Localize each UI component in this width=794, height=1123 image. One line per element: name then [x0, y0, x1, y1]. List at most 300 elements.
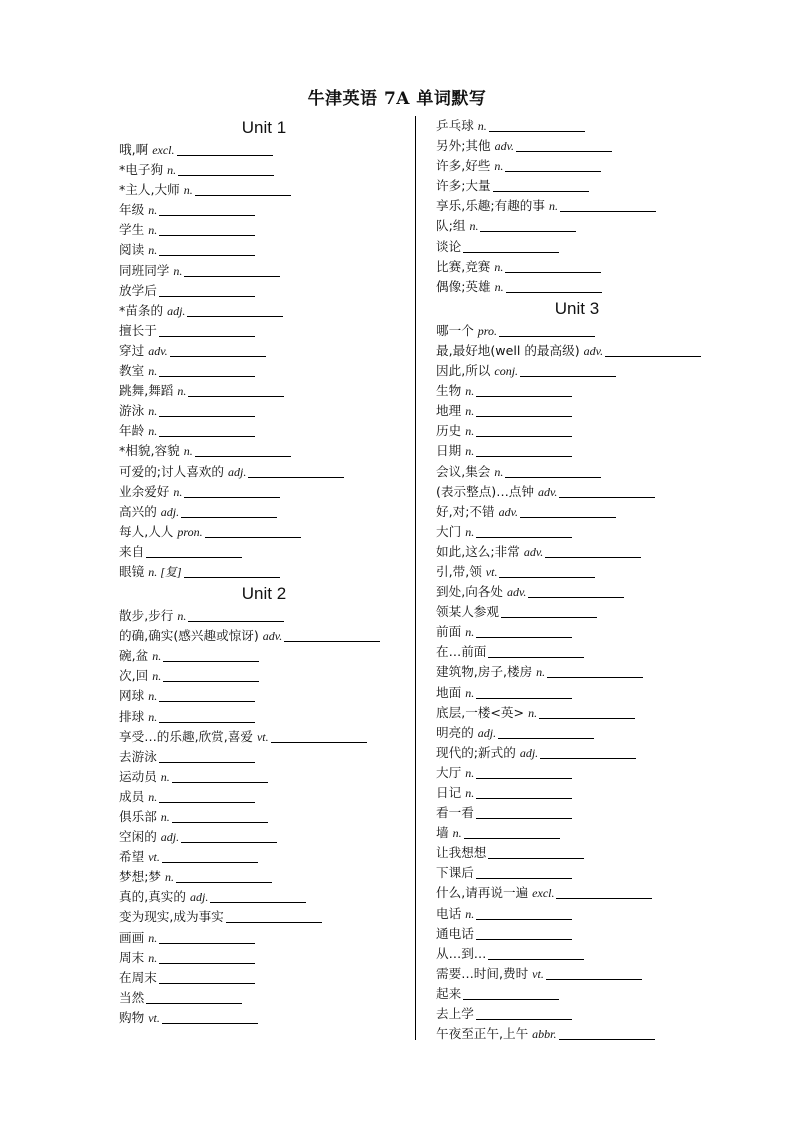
- vocab-row: [119, 787, 409, 807]
- answer-blank[interactable]: [498, 737, 594, 739]
- vocab-row: [119, 261, 409, 281]
- answer-blank[interactable]: [463, 251, 559, 253]
- vocab-word: 同班同学: [119, 262, 170, 278]
- part-of-speech: n.: [183, 183, 193, 198]
- part-of-speech: n.: [177, 384, 187, 399]
- answer-blank[interactable]: [184, 576, 280, 578]
- answer-blank[interactable]: [159, 375, 255, 377]
- answer-blank[interactable]: [476, 636, 572, 638]
- part-of-speech: n.: [465, 625, 475, 640]
- vocab-word: 需要…时间,费时: [436, 965, 529, 981]
- part-of-speech: adv.: [506, 585, 527, 600]
- part-of-speech: adv.: [498, 504, 519, 519]
- vocab-row: [436, 502, 766, 522]
- vocab-word: 明亮的: [436, 724, 474, 740]
- part-of-speech: n.: [177, 609, 187, 624]
- vocab-row: [119, 482, 409, 502]
- answer-blank[interactable]: [159, 254, 255, 256]
- answer-blank[interactable]: [172, 781, 268, 783]
- answer-blank[interactable]: [480, 230, 576, 232]
- part-of-speech: adv.: [148, 343, 168, 358]
- vocab-row: [436, 401, 766, 421]
- vocab-word: 另外;其他: [436, 138, 491, 154]
- vocab-word: 会议,集会: [436, 463, 491, 479]
- part-of-speech: adj.: [228, 464, 247, 479]
- vocab-word: 俱乐部: [119, 809, 157, 824]
- vocab-word: 擅长于: [119, 322, 157, 338]
- answer-blank[interactable]: [163, 660, 259, 662]
- vocab-word: 空闲的: [119, 829, 157, 845]
- vocab-row: [436, 441, 766, 461]
- answer-blank[interactable]: [181, 841, 277, 843]
- answer-blank[interactable]: [188, 395, 284, 397]
- answer-blank[interactable]: [159, 295, 255, 297]
- part-of-speech: adv.: [494, 139, 515, 154]
- part-of-speech: n.: [148, 203, 158, 218]
- vocab-row: [436, 662, 766, 682]
- vocab-row: [119, 686, 409, 706]
- part-of-speech: n.: [167, 163, 177, 178]
- vocab-row: [119, 180, 409, 200]
- vocab-row: [119, 502, 409, 522]
- vocab-word: 当然: [119, 989, 145, 1005]
- answer-blank[interactable]: [146, 556, 242, 558]
- vocab-word: 散步,步行: [119, 608, 174, 624]
- answer-blank[interactable]: [476, 395, 572, 397]
- vocab-row: [436, 482, 766, 502]
- answer-blank[interactable]: [540, 757, 636, 759]
- part-of-speech: n.: [536, 665, 546, 680]
- answer-blank[interactable]: [476, 455, 572, 457]
- answer-blank[interactable]: [488, 656, 584, 658]
- vocab-row: [119, 562, 409, 582]
- answer-blank[interactable]: [476, 877, 572, 879]
- vocab-word: 建筑物,房子,楼房: [436, 664, 533, 680]
- answer-blank[interactable]: [499, 335, 595, 337]
- part-of-speech: n.: [452, 826, 462, 841]
- answer-blank[interactable]: [528, 596, 624, 598]
- answer-blank[interactable]: [159, 234, 255, 236]
- vocab-row: [436, 763, 766, 783]
- vocab-word: 享乐,乐趣;有趣的事: [436, 198, 545, 214]
- answer-blank[interactable]: [146, 1002, 242, 1004]
- vocab-word: 放学后: [119, 282, 157, 298]
- answer-blank[interactable]: [226, 921, 322, 923]
- vocab-row: [436, 216, 766, 236]
- vocab-row: [436, 462, 766, 482]
- part-of-speech: n.: [152, 669, 162, 684]
- vocab-word: 在…前面: [436, 644, 487, 660]
- answer-blank[interactable]: [520, 375, 616, 377]
- vocab-row: [119, 522, 409, 542]
- answer-blank[interactable]: [159, 962, 255, 964]
- vocab-word: 什么,请再说一遍: [436, 885, 529, 901]
- vocab-row: [436, 116, 766, 136]
- vocab-row: [436, 542, 766, 562]
- vocab-word: 地理: [436, 403, 462, 419]
- answer-blank[interactable]: [162, 861, 258, 863]
- vocab-word: 谈论: [436, 238, 462, 254]
- answer-blank[interactable]: [159, 700, 255, 702]
- vocab-row: [436, 562, 766, 582]
- part-of-speech: n.: [494, 464, 504, 479]
- part-of-speech: n.: [148, 789, 158, 804]
- answer-blank[interactable]: [159, 435, 255, 437]
- vocab-row: [119, 707, 409, 727]
- part-of-speech: n.: [465, 906, 475, 921]
- vocab-row: [436, 743, 766, 763]
- right-column: [436, 116, 766, 1044]
- answer-blank[interactable]: [476, 797, 572, 799]
- answer-blank[interactable]: [159, 335, 255, 337]
- answer-blank[interactable]: [505, 476, 601, 478]
- answer-blank[interactable]: [539, 717, 635, 719]
- part-of-speech: adv.: [583, 343, 604, 358]
- part-of-speech: adj.: [160, 504, 180, 519]
- vocab-row: [119, 847, 409, 867]
- vocab-word: 次,回: [119, 668, 149, 684]
- vocab-word: *电子狗: [119, 162, 164, 178]
- vocab-word: 碗,盆: [119, 648, 149, 664]
- answer-blank[interactable]: [205, 536, 301, 538]
- vocab-word: 购物: [119, 1009, 145, 1025]
- vocab-row: [119, 341, 409, 361]
- answer-blank[interactable]: [559, 1038, 655, 1040]
- vocab-row: [119, 867, 409, 887]
- answer-blank[interactable]: [488, 958, 584, 960]
- part-of-speech: conj.: [494, 364, 519, 379]
- answer-blank[interactable]: [284, 640, 380, 642]
- vocab-word: 眼镜: [119, 563, 145, 579]
- vocab-word: 午夜至正午,上午: [436, 1026, 529, 1042]
- unit-heading: Unit 2: [241, 584, 287, 604]
- vocab-word: 乒乓球: [436, 118, 474, 133]
- vocab-row: [436, 602, 766, 622]
- vocab-word: *苗条的: [119, 302, 164, 318]
- part-of-speech: n.: [494, 279, 504, 294]
- vocab-row: [119, 200, 409, 220]
- vocab-word: 去上学: [436, 1006, 474, 1022]
- answer-blank[interactable]: [162, 1022, 258, 1024]
- vocab-word: 让我想想: [436, 845, 487, 861]
- vocab-word: 生物: [436, 383, 462, 399]
- answer-blank[interactable]: [159, 415, 255, 417]
- answer-blank[interactable]: [184, 275, 280, 277]
- part-of-speech: n.: [494, 159, 504, 174]
- vocab-row: [436, 156, 766, 176]
- answer-blank[interactable]: [159, 801, 255, 803]
- answer-blank[interactable]: [181, 516, 277, 518]
- part-of-speech: n.: [148, 364, 158, 379]
- answer-blank[interactable]: [159, 721, 255, 723]
- vocab-word: 享受…的乐趣,欣赏,喜爱: [119, 728, 253, 744]
- vocab-word: 前面: [436, 624, 462, 640]
- vocab-word: 通电话: [436, 925, 474, 941]
- answer-blank[interactable]: [210, 901, 306, 903]
- part-of-speech: n.: [469, 219, 479, 234]
- vocab-word: 因此,所以: [436, 363, 491, 379]
- vocab-row: [436, 924, 766, 944]
- part-of-speech: adj.: [477, 725, 497, 740]
- vocab-word: (表示整点)…点钟: [436, 483, 534, 499]
- vocab-word: 引,带,领: [436, 563, 482, 579]
- part-of-speech: vt.: [148, 1010, 160, 1025]
- part-of-speech: n.: [148, 950, 158, 965]
- vocab-row: [436, 257, 766, 277]
- vocab-word: 日记: [436, 785, 462, 800]
- vocab-row: [119, 646, 409, 666]
- answer-blank[interactable]: [159, 761, 255, 763]
- vocab-row: [436, 803, 766, 823]
- part-of-speech: n.: [494, 259, 504, 274]
- vocab-word: 希望: [119, 849, 145, 865]
- answer-blank[interactable]: [499, 576, 595, 578]
- vocab-row: [119, 747, 409, 767]
- vocab-row: [119, 301, 409, 321]
- answer-blank[interactable]: [505, 170, 601, 172]
- vocab-row: [119, 727, 409, 747]
- part-of-speech: pro.: [477, 323, 498, 338]
- part-of-speech: vt.: [148, 850, 160, 865]
- part-of-speech: n.: [148, 424, 158, 439]
- part-of-speech: pron.: [177, 524, 203, 539]
- vocab-word: 网球: [119, 688, 145, 704]
- part-of-speech: abbr.: [532, 1027, 557, 1042]
- vocab-word: 跳舞,舞蹈: [119, 383, 174, 399]
- vocab-row: [119, 767, 409, 787]
- vocab-word: 画画: [119, 929, 145, 945]
- vocab-word: 梦想;梦: [119, 869, 162, 885]
- vocab-row: [119, 441, 409, 461]
- part-of-speech: adj.: [189, 890, 209, 905]
- vocab-word: 大门: [436, 523, 462, 539]
- vocab-word: 领某人参观: [436, 604, 499, 620]
- vocab-word: *主人,大师: [119, 182, 180, 198]
- vocab-row: [436, 703, 766, 723]
- answer-blank[interactable]: [547, 676, 643, 678]
- vocab-row: [436, 944, 766, 964]
- vocab-word: 从…到…: [436, 945, 487, 961]
- answer-blank[interactable]: [505, 271, 601, 273]
- page-title: 牛津英语 7A 单词默写: [307, 89, 487, 109]
- part-of-speech: n.: [465, 404, 475, 419]
- answer-blank[interactable]: [556, 897, 652, 899]
- vocab-word: 许多,好些: [436, 158, 491, 174]
- part-of-speech: n.: [465, 424, 475, 439]
- vocab-row: [436, 136, 766, 156]
- part-of-speech: n.: [148, 243, 158, 258]
- vocab-row: [436, 642, 766, 662]
- vocab-word: 地面: [436, 684, 462, 700]
- vocab-row: [436, 723, 766, 743]
- vocab-row: [119, 140, 409, 160]
- vocab-word: 比赛,竞赛: [436, 258, 491, 274]
- vocab-word: 穿过: [119, 342, 145, 358]
- answer-blank[interactable]: [170, 355, 266, 357]
- vocab-row: [436, 904, 766, 924]
- part-of-speech: n.: [148, 709, 158, 724]
- answer-blank[interactable]: [463, 998, 559, 1000]
- answer-blank[interactable]: [493, 190, 589, 192]
- vocab-row: [119, 361, 409, 381]
- vocab-word: 下课后: [436, 865, 474, 881]
- vocab-row: [436, 984, 766, 1004]
- part-of-speech: adj.: [160, 830, 180, 845]
- vocab-word: 队;组: [436, 218, 466, 234]
- vocab-row: [436, 863, 766, 883]
- vocab-word: 电话: [436, 905, 462, 921]
- vocab-word: 最,最好地(well 的最高级): [436, 342, 580, 358]
- part-of-speech: adv.: [523, 544, 544, 559]
- answer-blank[interactable]: [178, 174, 274, 176]
- answer-blank[interactable]: [476, 536, 572, 538]
- part-of-speech: n.: [183, 444, 193, 459]
- vocab-row: [119, 462, 409, 482]
- vocab-row: [119, 968, 409, 988]
- answer-blank[interactable]: [184, 496, 280, 498]
- vocab-word: 年级: [119, 202, 145, 218]
- unit-heading: Unit 3: [554, 298, 600, 318]
- part-of-speech: excl.: [532, 886, 555, 901]
- answer-blank[interactable]: [476, 817, 572, 819]
- answer-blank[interactable]: [195, 455, 291, 457]
- answer-blank[interactable]: [476, 1018, 572, 1020]
- part-of-speech: adj.: [167, 303, 186, 318]
- answer-blank[interactable]: [188, 620, 284, 622]
- answer-blank[interactable]: [464, 837, 560, 839]
- vocab-row: [119, 887, 409, 907]
- vocab-row: [119, 988, 409, 1008]
- answer-blank[interactable]: [545, 556, 641, 558]
- part-of-speech: n.: [173, 484, 183, 499]
- part-of-speech: vt.: [532, 966, 544, 981]
- part-of-speech: n.: [465, 786, 475, 800]
- vocab-word: 的确,确实(感兴趣或惊讶): [119, 628, 259, 644]
- answer-blank[interactable]: [559, 496, 655, 498]
- column-divider: [415, 116, 416, 1040]
- part-of-speech: adv.: [537, 484, 558, 499]
- answer-blank[interactable]: [176, 881, 272, 883]
- answer-blank[interactable]: [476, 918, 572, 920]
- vocab-word: 学生: [119, 222, 145, 238]
- vocab-row: [119, 240, 409, 260]
- vocab-row: [436, 843, 766, 863]
- vocab-word: 去游泳: [119, 748, 157, 764]
- answer-blank[interactable]: [172, 821, 268, 823]
- answer-blank[interactable]: [476, 415, 572, 417]
- answer-blank[interactable]: [271, 741, 367, 743]
- vocab-word: 来自: [119, 543, 145, 559]
- vocab-word: 每人,人人: [119, 523, 174, 539]
- part-of-speech: n.: [160, 810, 170, 824]
- answer-blank[interactable]: [476, 697, 572, 699]
- answer-blank[interactable]: [476, 435, 572, 437]
- vocab-row: [119, 606, 409, 626]
- answer-blank[interactable]: [163, 680, 259, 682]
- answer-blank[interactable]: [159, 214, 255, 216]
- vocab-row: [119, 827, 409, 847]
- vocab-row: [436, 622, 766, 642]
- vocab-row: [436, 1004, 766, 1024]
- vocab-row: [119, 1008, 409, 1028]
- vocab-row: [119, 281, 409, 301]
- vocab-word: 变为现实,成为事实: [119, 909, 224, 925]
- answer-blank[interactable]: [195, 194, 291, 196]
- answer-blank[interactable]: [476, 777, 572, 779]
- vocab-row: [436, 582, 766, 602]
- vocab-word: 起来: [436, 985, 462, 1001]
- part-of-speech: n.: [465, 685, 475, 700]
- vocab-word: 教室: [119, 363, 145, 379]
- vocab-row: [436, 321, 766, 341]
- answer-blank[interactable]: [476, 938, 572, 940]
- answer-blank[interactable]: [501, 616, 597, 618]
- vocab-word: 排球: [119, 708, 145, 724]
- answer-blank[interactable]: [546, 978, 642, 980]
- part-of-speech: excl.: [152, 143, 175, 157]
- vocab-row: [436, 683, 766, 703]
- answer-blank[interactable]: [159, 982, 255, 984]
- answer-blank[interactable]: [605, 355, 701, 357]
- vocab-word: 许多;大量: [436, 178, 491, 194]
- vocab-word: 在周末: [119, 969, 157, 985]
- vocab-row: [119, 160, 409, 180]
- vocab-word: 底层,一楼<英>: [436, 704, 525, 720]
- answer-blank[interactable]: [248, 476, 344, 478]
- vocab-word: 运动员: [119, 768, 157, 784]
- vocab-word: 到处,向各处: [436, 584, 503, 600]
- part-of-speech: adj.: [519, 745, 539, 760]
- answer-blank[interactable]: [516, 150, 612, 152]
- part-of-speech: adv.: [262, 629, 283, 644]
- part-of-speech: vt.: [485, 564, 498, 579]
- vocab-word: 业余爱好: [119, 483, 170, 499]
- vocab-word: 周末: [119, 949, 145, 965]
- part-of-speech: n.: [528, 705, 538, 720]
- vocab-row: [119, 626, 409, 646]
- vocab-row: [119, 666, 409, 686]
- vocab-word: 阅读: [119, 242, 145, 258]
- answer-blank[interactable]: [187, 315, 283, 317]
- part-of-speech: n.: [148, 930, 158, 945]
- vocab-row: [436, 823, 766, 843]
- answer-blank[interactable]: [506, 291, 602, 293]
- vocab-word: 现代的;新式的: [436, 744, 516, 760]
- part-of-speech: n.: [465, 444, 475, 459]
- answer-blank[interactable]: [489, 130, 585, 132]
- vocab-row: [436, 341, 766, 361]
- part-of-speech: n.: [152, 649, 162, 664]
- left-column: [119, 116, 409, 1028]
- part-of-speech: vt.: [256, 729, 269, 744]
- vocab-row: [436, 783, 766, 803]
- vocab-word: 高兴的: [119, 503, 157, 519]
- part-of-speech: n.: [148, 404, 158, 419]
- answer-blank[interactable]: [560, 210, 656, 212]
- answer-blank[interactable]: [177, 154, 273, 156]
- part-of-speech: n.: [165, 870, 175, 885]
- vocab-word: 真的,真实的: [119, 889, 186, 905]
- vocab-word: 偶像;英雄: [436, 278, 491, 294]
- answer-blank[interactable]: [488, 857, 584, 859]
- answer-blank[interactable]: [159, 942, 255, 944]
- vocab-row: [436, 237, 766, 257]
- vocab-row: [436, 883, 766, 903]
- vocab-row: [119, 421, 409, 441]
- vocab-row: [119, 220, 409, 240]
- answer-blank[interactable]: [520, 516, 616, 518]
- vocab-row: [119, 381, 409, 401]
